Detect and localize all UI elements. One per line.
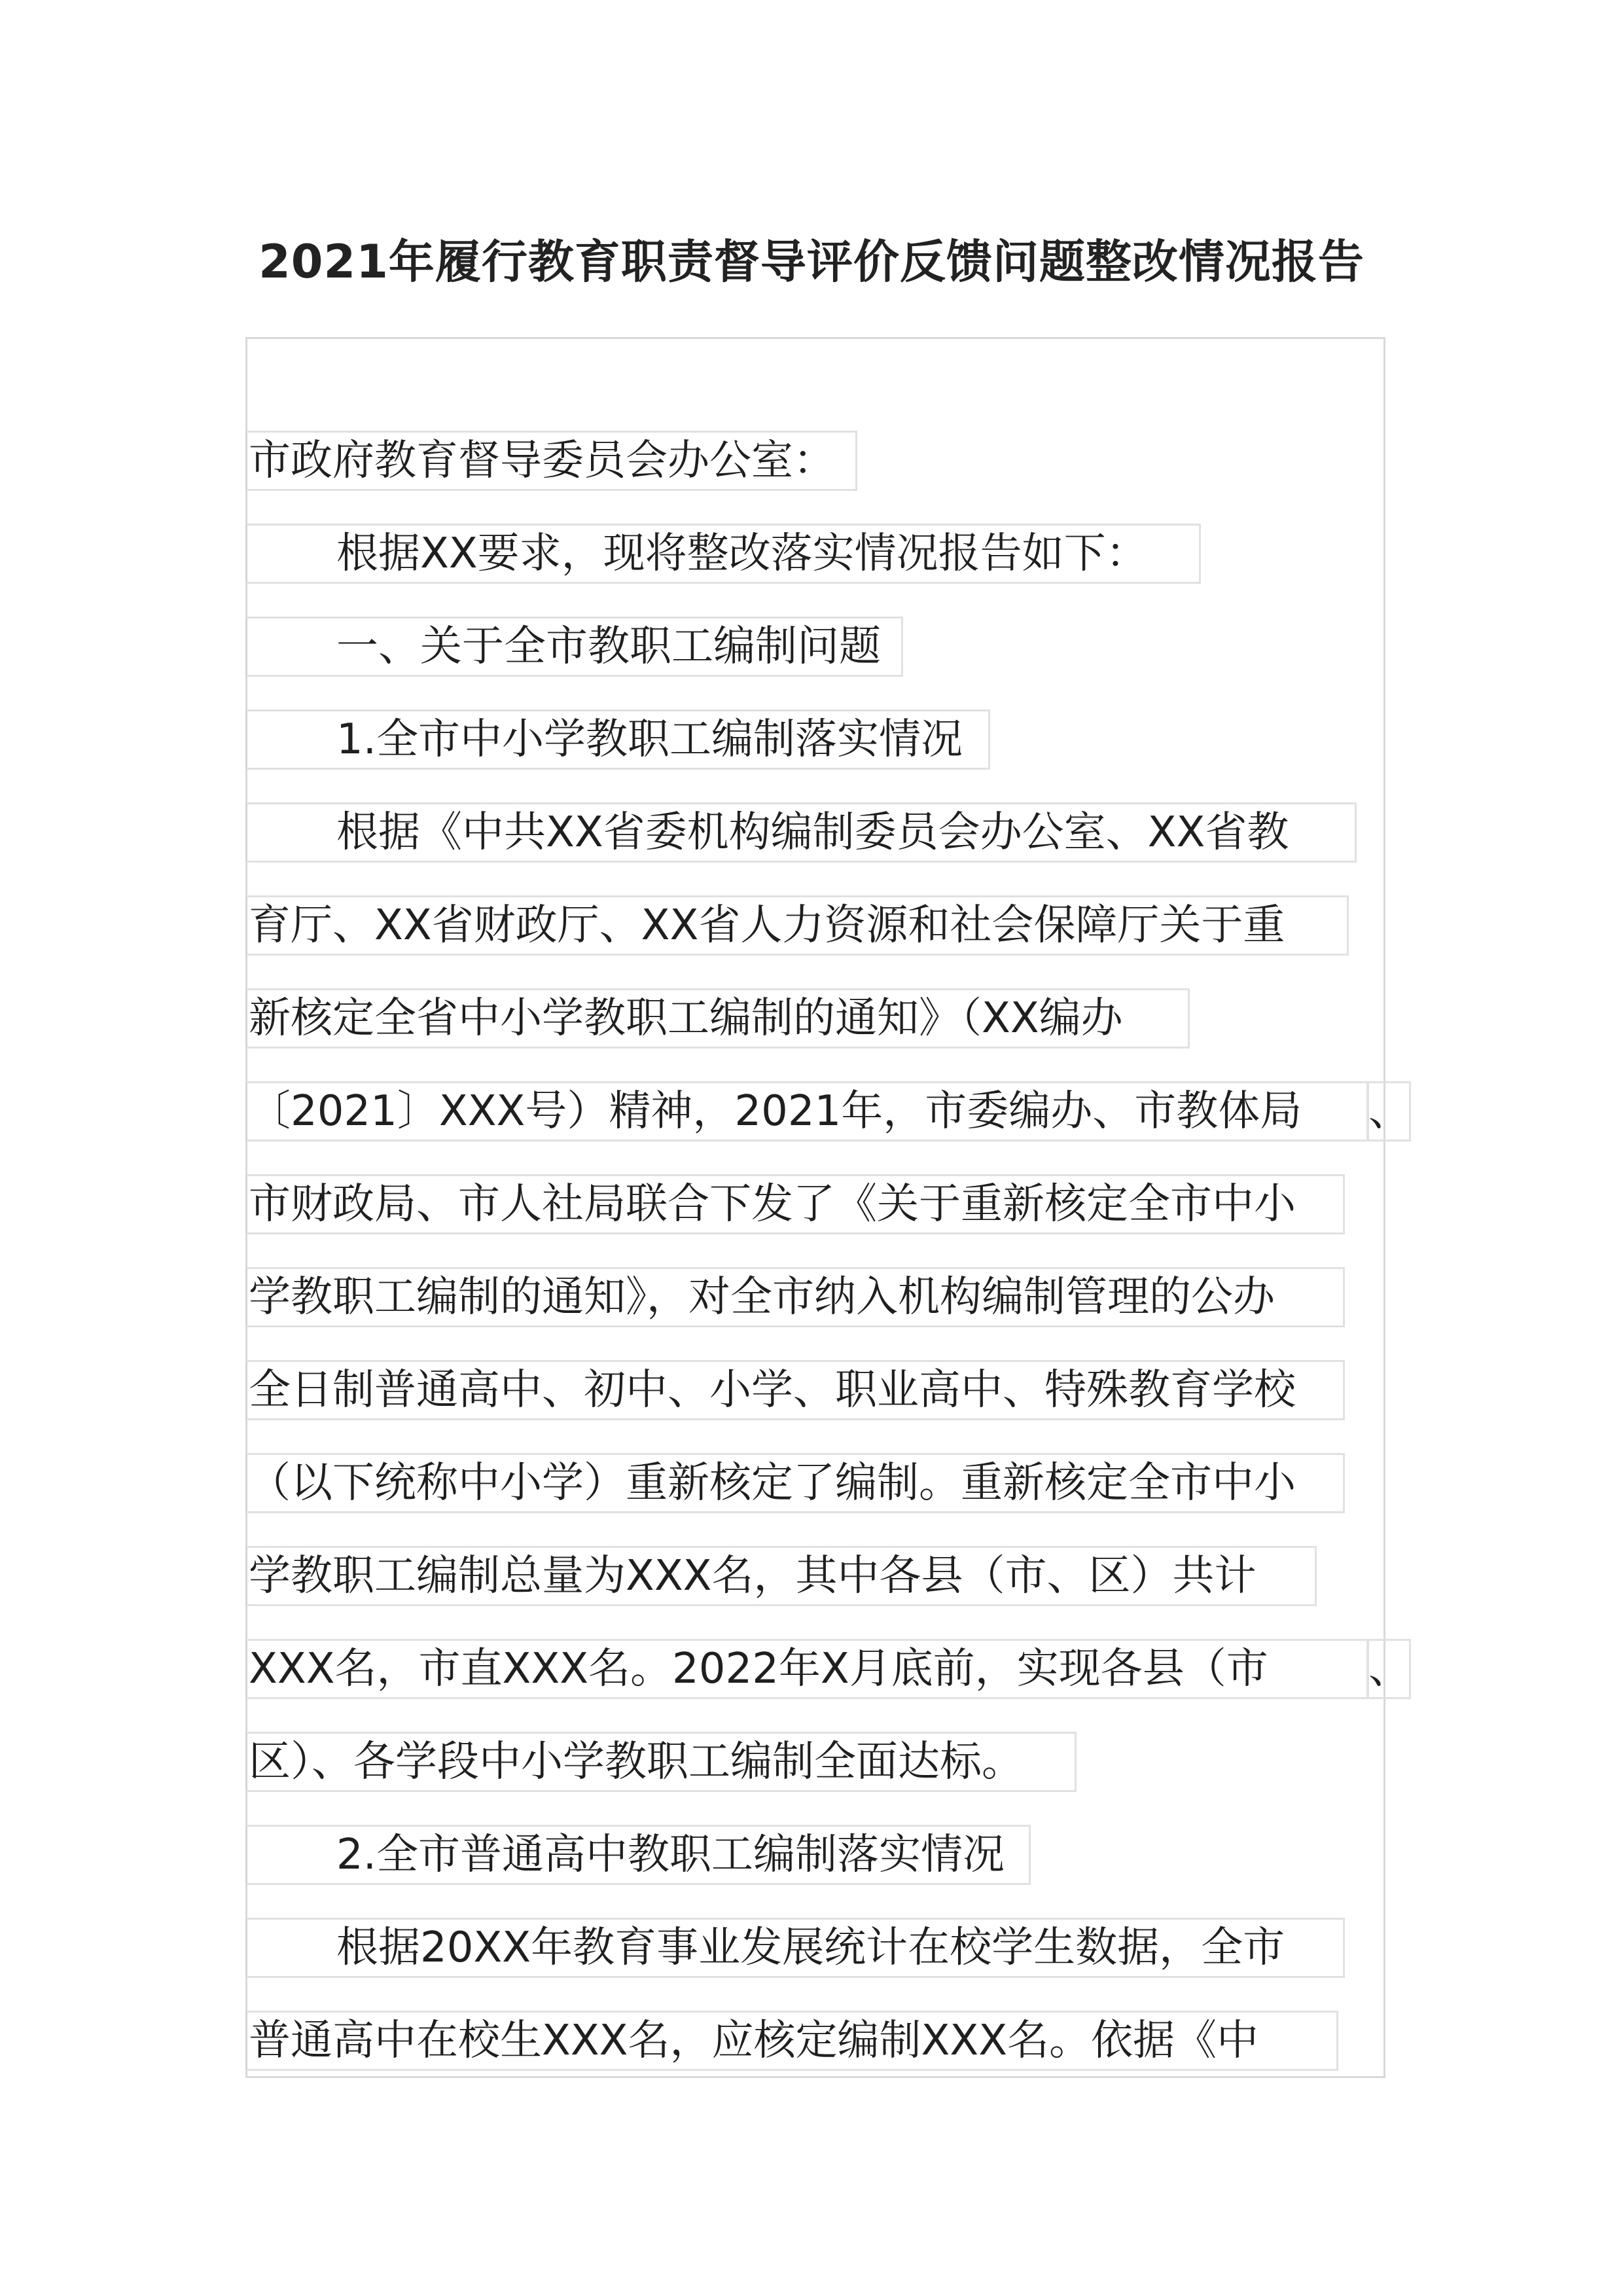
intro-line: 根据XX要求，现将整改落实情况报告如下： xyxy=(245,524,1201,584)
document-title: 2021年履行教育职责督导评价反馈问题整改情况报告 xyxy=(259,235,1364,289)
section-heading-1: 一、关于全市教职工编制问题 xyxy=(245,617,903,677)
paragraph-line: 〔2021〕XXX号）精神，2021年，市委编办、市教体局 xyxy=(245,1081,1369,1141)
paragraph-line: 新核定全省中小学教职工编制的通知》（XX编办 xyxy=(245,988,1190,1049)
paragraph-line: 根据《中共XX省委机构编制委员会办公室、XX省教 xyxy=(245,802,1357,863)
salutation-line: 市政府教育督导委员会办公室： xyxy=(245,431,857,491)
paragraph-line: 区）、各学段中小学教职工编制全面达标。 xyxy=(245,1732,1077,1792)
paragraph-line: 学教职工编制总量为XXX名，其中各县（市、区）共计 xyxy=(245,1546,1317,1606)
paragraph-line: 根据20XX年教育事业发展统计在校学生数据，全市 xyxy=(245,1918,1345,1978)
paragraph-line: 育厅、XX省财政厅、XX省人力资源和社会保障厅关于重 xyxy=(245,895,1349,956)
paragraph-line: （以下统称中小学）重新核定了编制。重新核定全市中小 xyxy=(245,1453,1345,1513)
overflow-mark: 、 xyxy=(1366,1639,1411,1699)
subsection-heading-2: 2.全市普通高中教职工编制落实情况 xyxy=(245,1825,1031,1885)
paragraph-line: 全日制普通高中、初中、小学、职业高中、特殊教育学校 xyxy=(245,1360,1345,1420)
paragraph-line: 普通高中在校生XXX名，应核定编制XXX名。依据《中 xyxy=(245,2011,1338,2071)
paragraph-line: 学教职工编制的通知》，对全市纳入机构编制管理的公办 xyxy=(245,1267,1345,1327)
paragraph-line: XXX名，市直XXX名。2022年X月底前，实现各县（市 xyxy=(245,1639,1369,1699)
overflow-mark: 、 xyxy=(1366,1081,1411,1141)
paragraph-line: 市财政局、市人社局联合下发了《关于重新核定全市中小 xyxy=(245,1174,1345,1234)
subsection-heading-1: 1.全市中小学教职工编制落实情况 xyxy=(245,709,990,770)
